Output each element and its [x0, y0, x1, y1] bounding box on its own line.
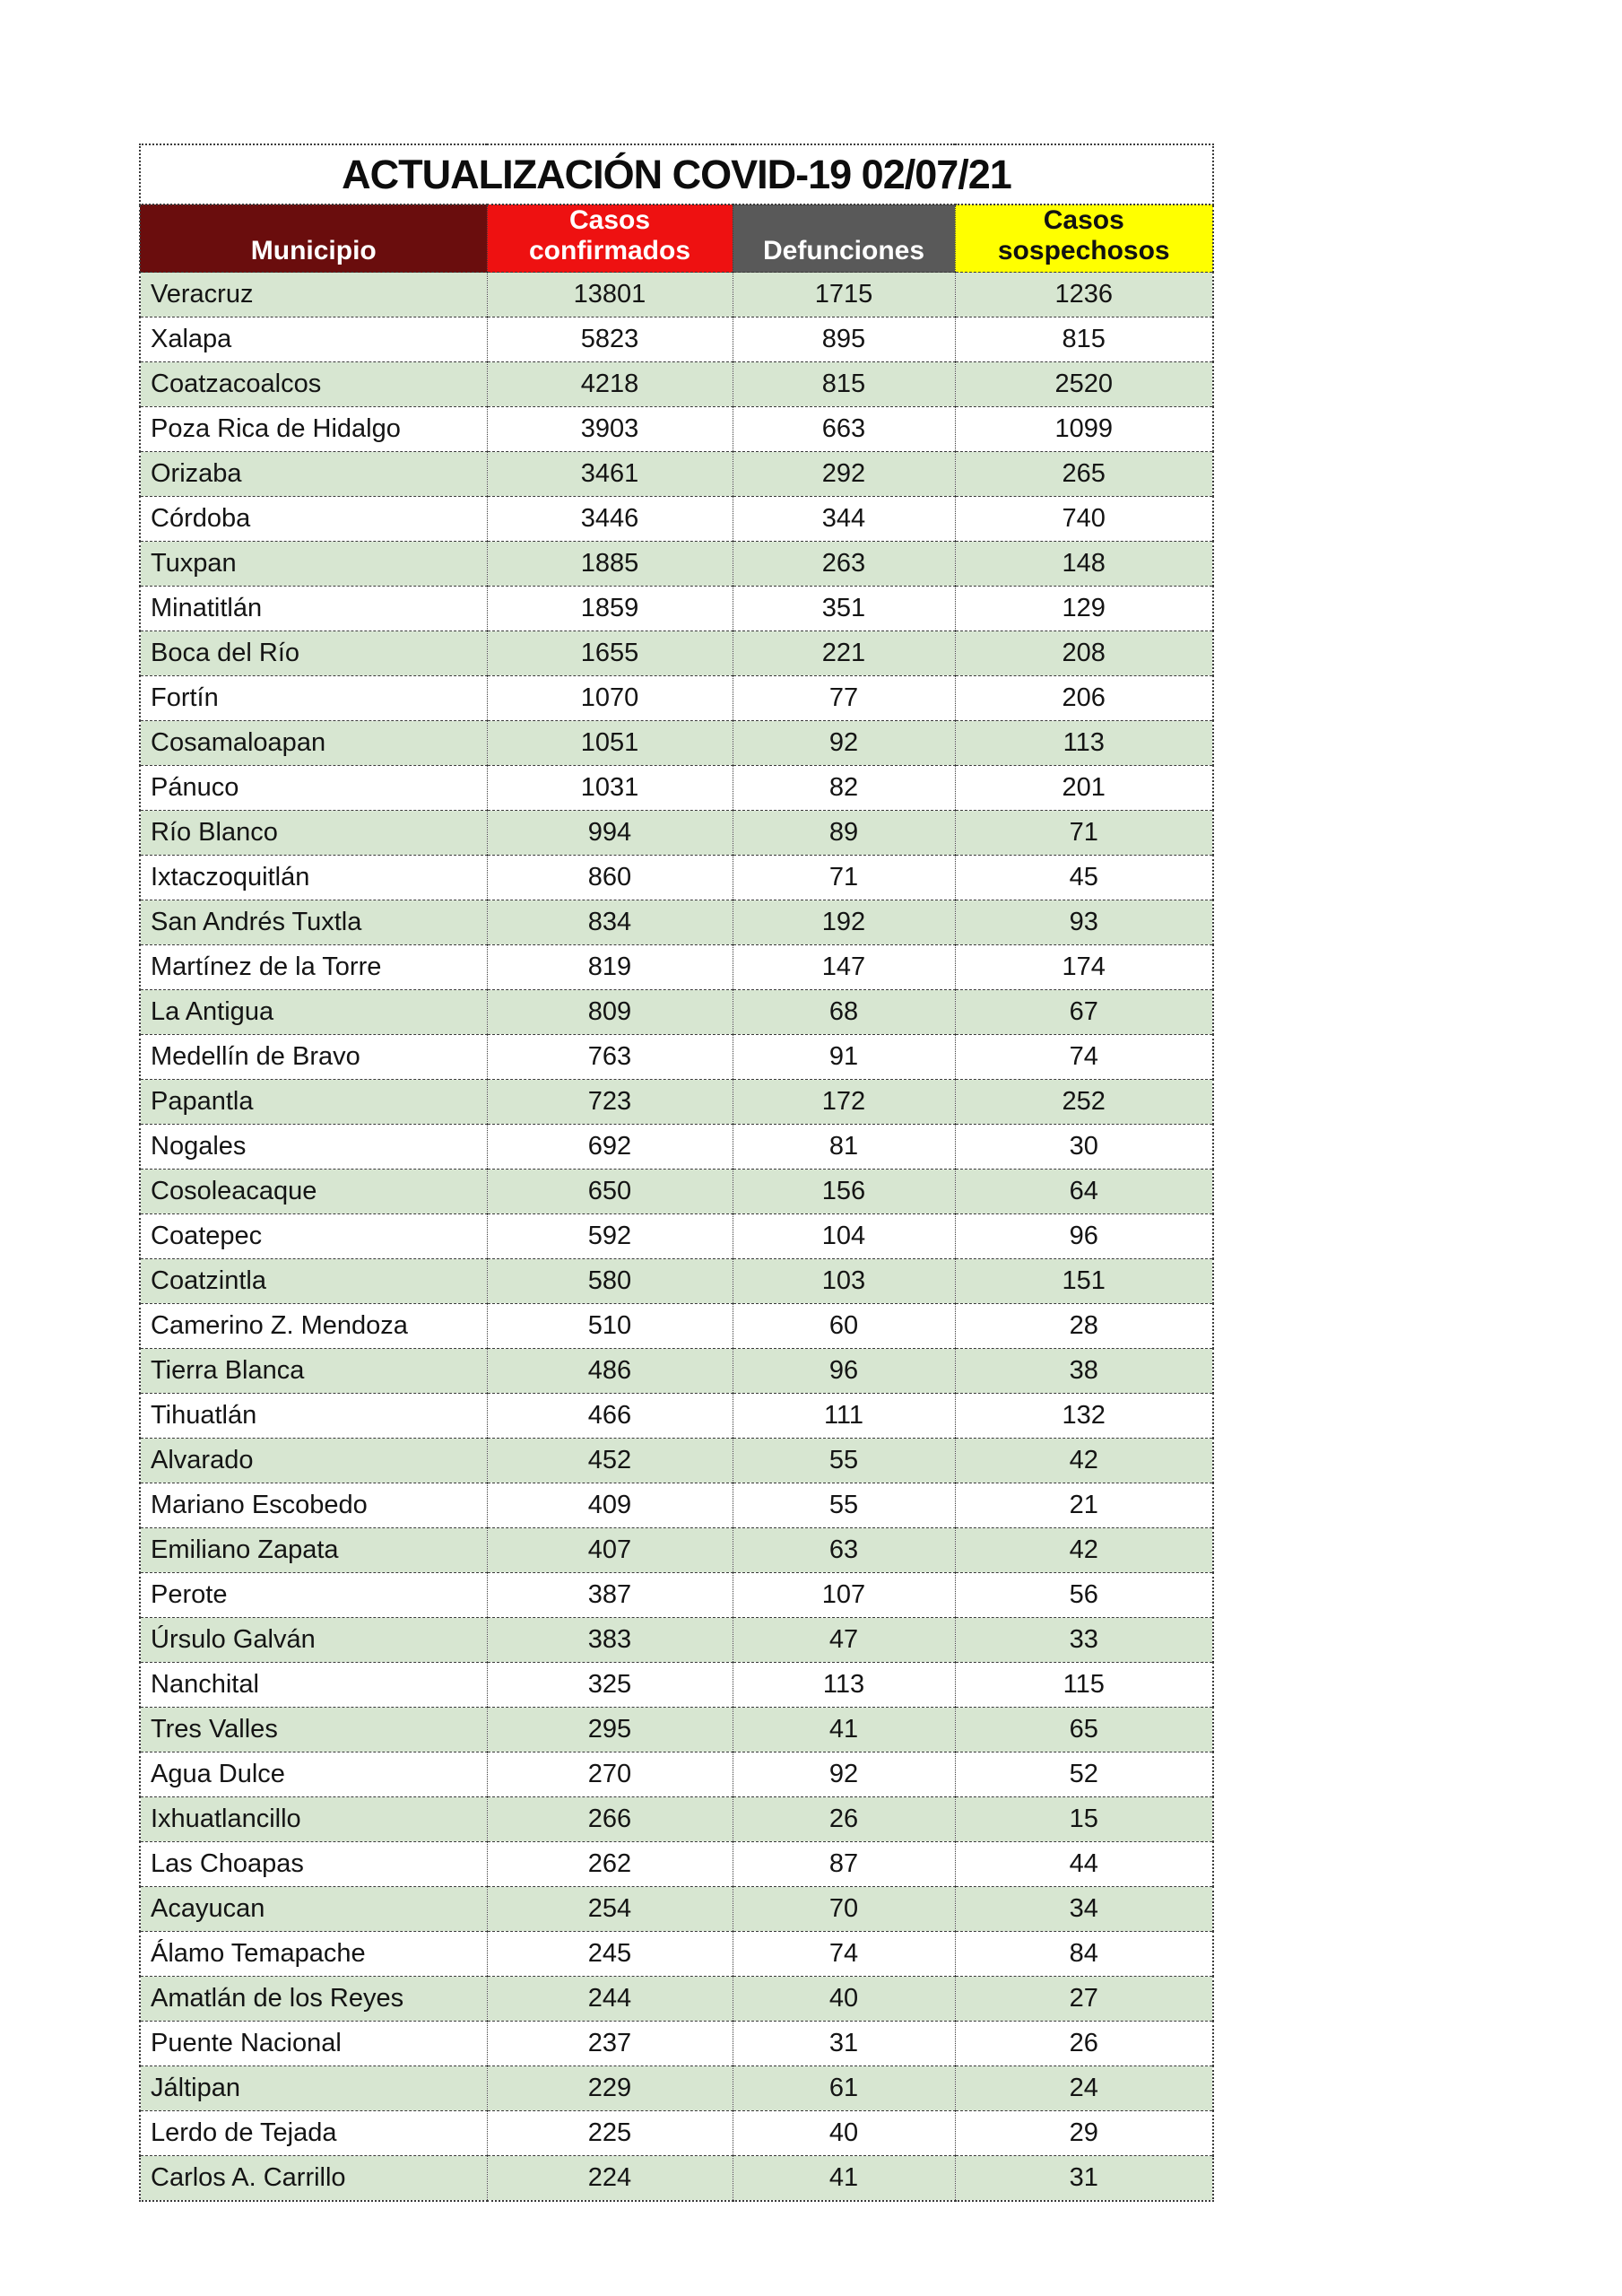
table-row [140, 1663, 1213, 1708]
suspected-cases-cell: 93 [955, 900, 1213, 945]
municipality-cell: Papantla [140, 1080, 487, 1125]
municipality-cell: Las Choapas [140, 1842, 487, 1887]
confirmed-cases-cell: 229 [487, 2066, 733, 2111]
municipality-cell: Nogales [140, 1125, 487, 1170]
deaths-cell: 68 [733, 990, 955, 1035]
deaths-cell: 147 [733, 945, 955, 990]
confirmed-cases-cell: 262 [487, 1842, 733, 1887]
deaths-cell: 82 [733, 766, 955, 811]
suspected-cases-cell: 33 [955, 1618, 1213, 1663]
table-row [140, 317, 1213, 362]
deaths-cell: 96 [733, 1349, 955, 1394]
suspected-cases-cell: 115 [955, 1663, 1213, 1708]
table-row [140, 1394, 1213, 1439]
deaths-cell: 172 [733, 1080, 955, 1125]
suspected-cases-cell: 26 [955, 2022, 1213, 2066]
table-row [140, 1618, 1213, 1663]
deaths-cell: 344 [733, 497, 955, 542]
deaths-cell: 111 [733, 1394, 955, 1439]
suspected-cases-cell: 132 [955, 1394, 1213, 1439]
confirmed-cases-cell: 466 [487, 1394, 733, 1439]
suspected-cases-cell: 74 [955, 1035, 1213, 1080]
table-row [140, 587, 1213, 631]
municipality-cell: Tihuatlán [140, 1394, 487, 1439]
suspected-cases-cell: 252 [955, 1080, 1213, 1125]
confirmed-cases-cell: 1070 [487, 676, 733, 721]
deaths-cell: 113 [733, 1663, 955, 1708]
confirmed-cases-cell: 407 [487, 1528, 733, 1573]
suspected-cases-cell: 96 [955, 1214, 1213, 1259]
table-row [140, 1170, 1213, 1214]
confirmed-cases-cell: 5823 [487, 317, 733, 362]
table-row [140, 676, 1213, 721]
deaths-cell: 1715 [733, 273, 955, 317]
table-row [140, 990, 1213, 1035]
deaths-cell: 55 [733, 1439, 955, 1483]
confirmed-cases-cell: 244 [487, 1977, 733, 2022]
suspected-cases-cell: 206 [955, 676, 1213, 721]
municipality-cell: Jáltipan [140, 2066, 487, 2111]
suspected-cases-cell: 84 [955, 1932, 1213, 1977]
confirmed-cases-cell: 592 [487, 1214, 733, 1259]
table-row [140, 1214, 1213, 1259]
deaths-cell: 221 [733, 631, 955, 676]
suspected-cases-cell: 56 [955, 1573, 1213, 1618]
suspected-cases-cell: 740 [955, 497, 1213, 542]
confirmed-cases-cell: 860 [487, 856, 733, 900]
deaths-cell: 55 [733, 1483, 955, 1528]
confirmed-cases-cell: 13801 [487, 273, 733, 317]
deaths-cell: 26 [733, 1797, 955, 1842]
table-row [140, 1842, 1213, 1887]
municipality-cell: Alvarado [140, 1439, 487, 1483]
confirmed-cases-cell: 510 [487, 1304, 733, 1349]
table-row [140, 1349, 1213, 1394]
suspected-cases-cell: 29 [955, 2111, 1213, 2156]
table-row [140, 1304, 1213, 1349]
deaths-cell: 41 [733, 1708, 955, 1752]
confirmed-cases-cell: 245 [487, 1932, 733, 1977]
municipality-cell: Ixtaczoquitlán [140, 856, 487, 900]
suspected-cases-cell: 42 [955, 1528, 1213, 1573]
suspected-cases-cell: 30 [955, 1125, 1213, 1170]
deaths-cell: 292 [733, 452, 955, 497]
suspected-cases-cell: 113 [955, 721, 1213, 766]
confirmed-cases-cell: 1885 [487, 542, 733, 587]
municipality-cell: San Andrés Tuxtla [140, 900, 487, 945]
table-row [140, 900, 1213, 945]
deaths-cell: 89 [733, 811, 955, 856]
municipality-cell: Úrsulo Galván [140, 1618, 487, 1663]
table-row [140, 721, 1213, 766]
suspected-cases-cell: 129 [955, 587, 1213, 631]
deaths-cell: 156 [733, 1170, 955, 1214]
table-row [140, 2156, 1213, 2202]
confirmed-cases-cell: 834 [487, 900, 733, 945]
municipality-cell: Medellín de Bravo [140, 1035, 487, 1080]
municipality-cell: Minatitlán [140, 587, 487, 631]
municipality-cell: Tuxpan [140, 542, 487, 587]
header-row [140, 204, 1213, 273]
table-row [140, 945, 1213, 990]
table-body [140, 273, 1213, 2202]
confirmed-cases-cell: 383 [487, 1618, 733, 1663]
suspected-cases-cell: 201 [955, 766, 1213, 811]
table-row [140, 1573, 1213, 1618]
covid-update-table [139, 144, 1214, 2202]
deaths-cell: 61 [733, 2066, 955, 2111]
deaths-cell: 895 [733, 317, 955, 362]
table-row [140, 1752, 1213, 1797]
confirmed-cases-cell: 723 [487, 1080, 733, 1125]
confirmed-cases-cell: 254 [487, 1887, 733, 1932]
municipality-cell: Emiliano Zapata [140, 1528, 487, 1573]
suspected-cases-cell: 28 [955, 1304, 1213, 1349]
table-row [140, 273, 1213, 317]
suspected-cases-cell: 21 [955, 1483, 1213, 1528]
confirmed-cases-cell: 266 [487, 1797, 733, 1842]
municipality-cell: Coatepec [140, 1214, 487, 1259]
suspected-cases-cell: 65 [955, 1708, 1213, 1752]
deaths-cell: 91 [733, 1035, 955, 1080]
confirmed-cases-cell: 763 [487, 1035, 733, 1080]
municipality-cell: Fortín [140, 676, 487, 721]
deaths-cell: 31 [733, 2022, 955, 2066]
confirmed-cases-cell: 4218 [487, 362, 733, 407]
municipality-cell: Camerino Z. Mendoza [140, 1304, 487, 1349]
suspected-cases-cell: 45 [955, 856, 1213, 900]
municipality-cell: Pánuco [140, 766, 487, 811]
deaths-cell: 103 [733, 1259, 955, 1304]
table-row [140, 1977, 1213, 2022]
confirmed-cases-cell: 225 [487, 2111, 733, 2156]
municipality-cell: Martínez de la Torre [140, 945, 487, 990]
confirmed-cases-cell: 409 [487, 1483, 733, 1528]
confirmed-cases-cell: 1051 [487, 721, 733, 766]
table-row [140, 1528, 1213, 1573]
suspected-cases-cell: 27 [955, 1977, 1213, 2022]
confirmed-cases-cell: 270 [487, 1752, 733, 1797]
municipality-cell: Poza Rica de Hidalgo [140, 407, 487, 452]
municipality-cell: Cosoleacaque [140, 1170, 487, 1214]
confirmed-cases-cell: 1859 [487, 587, 733, 631]
confirmed-cases-cell: 295 [487, 1708, 733, 1752]
suspected-cases-cell: 64 [955, 1170, 1213, 1214]
confirmed-cases-cell: 452 [487, 1439, 733, 1483]
suspected-cases-cell: 38 [955, 1349, 1213, 1394]
column-header-casos-confirmados: Casos confirmados [487, 204, 733, 273]
table-row [140, 1125, 1213, 1170]
deaths-cell: 77 [733, 676, 955, 721]
municipality-cell: Carlos A. Carrillo [140, 2156, 487, 2202]
confirmed-cases-cell: 325 [487, 1663, 733, 1708]
suspected-cases-cell: 1236 [955, 273, 1213, 317]
municipality-cell: Acayucan [140, 1887, 487, 1932]
deaths-cell: 92 [733, 721, 955, 766]
municipality-cell: Boca del Río [140, 631, 487, 676]
municipality-cell: Córdoba [140, 497, 487, 542]
suspected-cases-cell: 34 [955, 1887, 1213, 1932]
municipality-cell: Cosamaloapan [140, 721, 487, 766]
municipality-cell: Lerdo de Tejada [140, 2111, 487, 2156]
deaths-cell: 41 [733, 2156, 955, 2202]
confirmed-cases-cell: 994 [487, 811, 733, 856]
municipality-cell: Xalapa [140, 317, 487, 362]
deaths-cell: 263 [733, 542, 955, 587]
deaths-cell: 192 [733, 900, 955, 945]
table-row [140, 1708, 1213, 1752]
suspected-cases-cell: 44 [955, 1842, 1213, 1887]
table-row [140, 856, 1213, 900]
confirmed-cases-cell: 224 [487, 2156, 733, 2202]
municipality-cell: Mariano Escobedo [140, 1483, 487, 1528]
deaths-cell: 81 [733, 1125, 955, 1170]
column-header-municipio: Municipio [140, 204, 487, 273]
deaths-cell: 40 [733, 2111, 955, 2156]
municipality-cell: La Antigua [140, 990, 487, 1035]
municipality-cell: Nanchital [140, 1663, 487, 1708]
table-row [140, 1259, 1213, 1304]
table-row [140, 811, 1213, 856]
suspected-cases-cell: 174 [955, 945, 1213, 990]
table-row [140, 1035, 1213, 1080]
deaths-cell: 60 [733, 1304, 955, 1349]
deaths-cell: 104 [733, 1214, 955, 1259]
municipality-cell: Perote [140, 1573, 487, 1618]
confirmed-cases-cell: 580 [487, 1259, 733, 1304]
table-row [140, 542, 1213, 587]
table-row [140, 631, 1213, 676]
municipality-cell: Orizaba [140, 452, 487, 497]
municipality-cell: Ixhuatlancillo [140, 1797, 487, 1842]
table-row [140, 2066, 1213, 2111]
deaths-cell: 351 [733, 587, 955, 631]
table-row [140, 1797, 1213, 1842]
deaths-cell: 663 [733, 407, 955, 452]
table-row [140, 766, 1213, 811]
suspected-cases-cell: 31 [955, 2156, 1213, 2202]
deaths-cell: 87 [733, 1842, 955, 1887]
municipality-cell: Álamo Temapache [140, 1932, 487, 1977]
suspected-cases-cell: 71 [955, 811, 1213, 856]
municipality-cell: Tierra Blanca [140, 1349, 487, 1394]
confirmed-cases-cell: 486 [487, 1349, 733, 1394]
suspected-cases-cell: 815 [955, 317, 1213, 362]
confirmed-cases-cell: 237 [487, 2022, 733, 2066]
table-row [140, 2111, 1213, 2156]
deaths-cell: 47 [733, 1618, 955, 1663]
table-row [140, 1887, 1213, 1932]
confirmed-cases-cell: 3903 [487, 407, 733, 452]
municipality-cell: Puente Nacional [140, 2022, 487, 2066]
suspected-cases-cell: 148 [955, 542, 1213, 587]
suspected-cases-cell: 42 [955, 1439, 1213, 1483]
table-row [140, 2022, 1213, 2066]
table-row [140, 1483, 1213, 1528]
confirmed-cases-cell: 692 [487, 1125, 733, 1170]
deaths-cell: 70 [733, 1887, 955, 1932]
column-header-defunciones: Defunciones [733, 204, 955, 273]
municipality-cell: Agua Dulce [140, 1752, 487, 1797]
confirmed-cases-cell: 387 [487, 1573, 733, 1618]
deaths-cell: 63 [733, 1528, 955, 1573]
municipality-cell: Veracruz [140, 273, 487, 317]
table-row [140, 452, 1213, 497]
suspected-cases-cell: 2520 [955, 362, 1213, 407]
table-row [140, 1080, 1213, 1125]
suspected-cases-cell: 52 [955, 1752, 1213, 1797]
confirmed-cases-cell: 1655 [487, 631, 733, 676]
deaths-cell: 815 [733, 362, 955, 407]
deaths-cell: 92 [733, 1752, 955, 1797]
confirmed-cases-cell: 3461 [487, 452, 733, 497]
table-row [140, 1932, 1213, 1977]
table-row [140, 497, 1213, 542]
confirmed-cases-cell: 3446 [487, 497, 733, 542]
suspected-cases-cell: 151 [955, 1259, 1213, 1304]
table-row [140, 362, 1213, 407]
municipality-cell: Coatzintla [140, 1259, 487, 1304]
deaths-cell: 74 [733, 1932, 955, 1977]
suspected-cases-cell: 15 [955, 1797, 1213, 1842]
municipality-cell: Amatlán de los Reyes [140, 1977, 487, 2022]
table-row [140, 407, 1213, 452]
suspected-cases-cell: 1099 [955, 407, 1213, 452]
suspected-cases-cell: 24 [955, 2066, 1213, 2111]
table-row [140, 1439, 1213, 1483]
confirmed-cases-cell: 819 [487, 945, 733, 990]
deaths-cell: 107 [733, 1573, 955, 1618]
suspected-cases-cell: 208 [955, 631, 1213, 676]
municipality-cell: Río Blanco [140, 811, 487, 856]
deaths-cell: 71 [733, 856, 955, 900]
confirmed-cases-cell: 809 [487, 990, 733, 1035]
municipality-cell: Tres Valles [140, 1708, 487, 1752]
confirmed-cases-cell: 650 [487, 1170, 733, 1214]
table-title: ACTUALIZACIÓN COVID-19 02/07/21 [140, 144, 1213, 204]
column-header-casos-sospechosos: Casos sospechosos [955, 204, 1213, 273]
confirmed-cases-cell: 1031 [487, 766, 733, 811]
suspected-cases-cell: 265 [955, 452, 1213, 497]
municipality-cell: Coatzacoalcos [140, 362, 487, 407]
suspected-cases-cell: 67 [955, 990, 1213, 1035]
title-row [140, 144, 1213, 204]
deaths-cell: 40 [733, 1977, 955, 2022]
